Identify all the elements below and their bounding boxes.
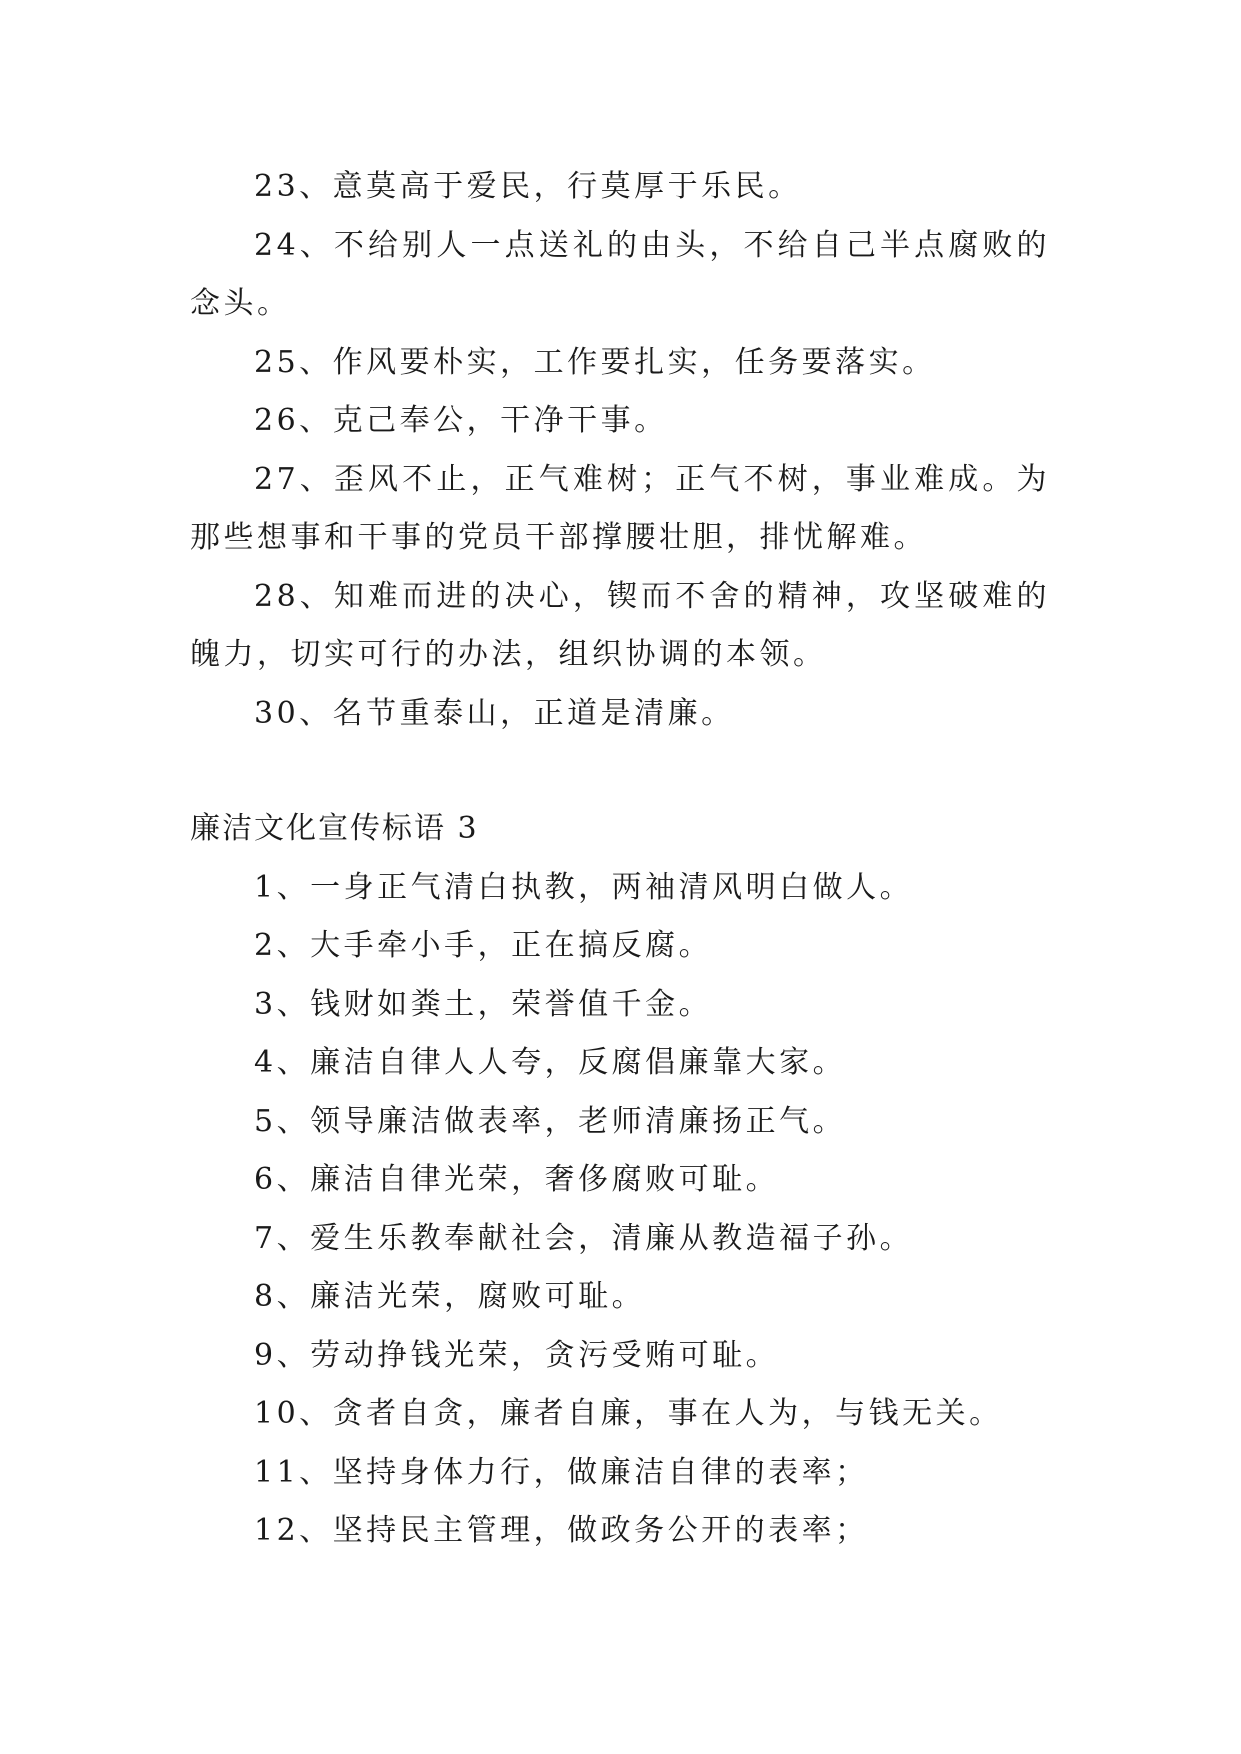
slogan-item: 8、廉洁光荣，腐败可耻。 — [254, 1279, 646, 1314]
slogan-item: 26、克己奉公，干净干事。 — [254, 403, 668, 438]
slogan-item: 12、坚持民主管理，做政务公开的表率； — [254, 1513, 869, 1548]
slogan-item: 11、坚持身体力行，做廉洁自律的表率； — [254, 1454, 869, 1490]
slogan-item: 23、意莫高于爱民，行莫厚于乐民。 — [254, 169, 802, 204]
slogan-item: 5、领导廉洁做表率，老师清廉扬正气。 — [254, 1103, 847, 1139]
slogan-item: 27、歪风不止，正气难树；正气不树，事业难成。为那些想事和干事的党员干部撑腰壮胆，排忧解难。 — [190, 461, 1050, 555]
slogan-item: 24、不给别人一点送礼的由头，不给自己半点腐败的念头。 — [190, 227, 1050, 321]
slogan-item: 28、知难而进的决心，锲而不舍的精神，攻坚破难的魄力，切实可行的办法，组织协调的本领。 — [190, 578, 1050, 672]
section-heading: 廉洁文化宣传标语 3 — [190, 811, 479, 846]
slogan-item: 6、廉洁自律光荣，奢侈腐败可耻。 — [254, 1162, 780, 1197]
slogan-section-3 — [190, 800, 1050, 1561]
slogan-item: 2、大手牵小手，正在搞反腐。 — [254, 928, 713, 963]
slogan-item: 9、劳动挣钱光荣，贪污受贿可耻。 — [254, 1337, 780, 1373]
section-spacer — [190, 743, 1050, 800]
slogan-list-continued — [190, 158, 1050, 743]
slogan-item: 4、廉洁自律人人夸，反腐倡廉靠大家。 — [254, 1045, 847, 1080]
slogan-item: 30、名节重泰山，正道是清廉。 — [254, 695, 735, 731]
document-body — [190, 158, 1050, 1561]
slogan-item: 25、作风要朴实，工作要扎实，任务要落实。 — [254, 344, 936, 380]
slogan-item: 7、爱生乐教奉献社会，清廉从教造福子孙。 — [254, 1220, 914, 1256]
slogan-item: 1、一身正气清白执教，两袖清风明白做人。 — [254, 869, 914, 905]
slogan-item: 3、钱财如粪土，荣誉值千金。 — [254, 986, 713, 1022]
slogan-item: 10、贪者自贪，廉者自廉，事在人为，与钱无关。 — [254, 1396, 1003, 1431]
